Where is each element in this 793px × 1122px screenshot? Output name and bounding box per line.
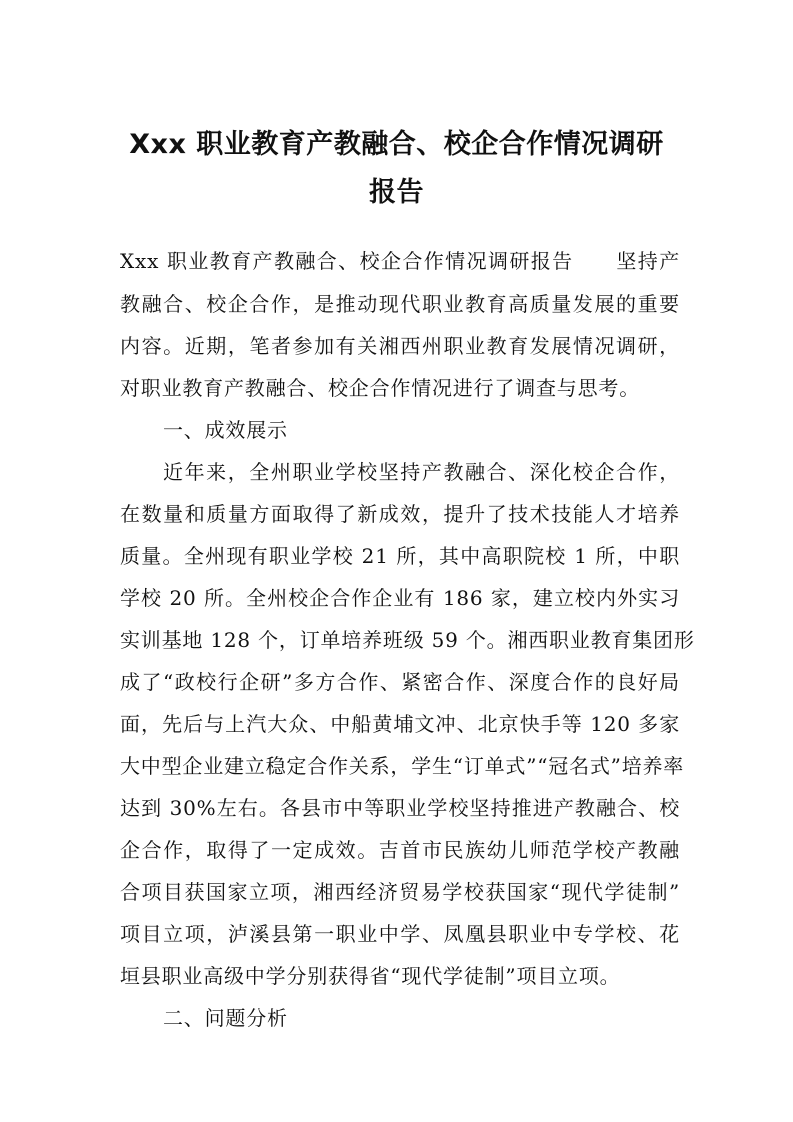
paragraph-line: 近年来，全州职业学校坚持产教融合、深化校企合作， bbox=[163, 460, 680, 484]
section-heading: 一、成效展示 bbox=[163, 418, 288, 442]
paragraph-line: 质量。全州现有职业学校 21 所，其中高职院校 1 所，中职 bbox=[120, 544, 680, 568]
paragraph-line: 垣县职业高级中学分别获得省“现代学徒制”项目立项。 bbox=[120, 964, 621, 988]
intro-line: Xxx 职业教育产教融合、校企合作情况调研报告 坚持产 bbox=[120, 249, 680, 273]
section-heading: 二、问题分析 bbox=[163, 1006, 288, 1030]
paragraph-line: 项目立项，泸溪县第一职业中学、凤凰县职业中专学校、花 bbox=[120, 922, 680, 946]
paragraph-line: 学校 20 所。全州校企合作企业有 186 家，建立校内外实习 bbox=[120, 586, 680, 610]
paragraph-line: 在数量和质量方面取得了新成效，提升了技术技能人才培养 bbox=[120, 502, 680, 526]
paragraph-line: 大中型企业建立稳定合作关系，学生“订单式”“冠名式”培养率 bbox=[120, 754, 685, 778]
paragraph-line: 达到 30%左右。各县市中等职业学校坚持推进产教融合、校 bbox=[120, 796, 680, 820]
paragraph-line: 合项目获国家立项，湘西经济贸易学校获国家“现代学徒制” bbox=[120, 880, 680, 904]
paragraph-line: 企合作，取得了一定成效。吉首市民族幼儿师范学校产教融 bbox=[120, 838, 680, 862]
intro-line: 内容。近期，笔者参加有关湘西州职业教育发展情况调研， bbox=[120, 334, 680, 358]
paragraph-line: 实训基地 128 个，订单培养班级 59 个。湘西职业教育集团形 bbox=[120, 628, 695, 652]
document-title-line-2: 报告 bbox=[369, 177, 424, 208]
paragraph-line: 面，先后与上汽大众、中船黄埔文冲、北京快手等 120 多家 bbox=[120, 712, 680, 736]
document-title-line-1: Xxx 职业教育产教融合、校企合作情况调研 bbox=[129, 129, 664, 160]
paragraph-line: 成了“政校行企研”多方合作、紧密合作、深度合作的良好局 bbox=[120, 670, 680, 694]
intro-line: 对职业教育产教融合、校企合作情况进行了调查与思考。 bbox=[120, 376, 640, 400]
intro-line: 教融合、校企合作，是推动现代职业教育高质量发展的重要 bbox=[120, 292, 680, 316]
